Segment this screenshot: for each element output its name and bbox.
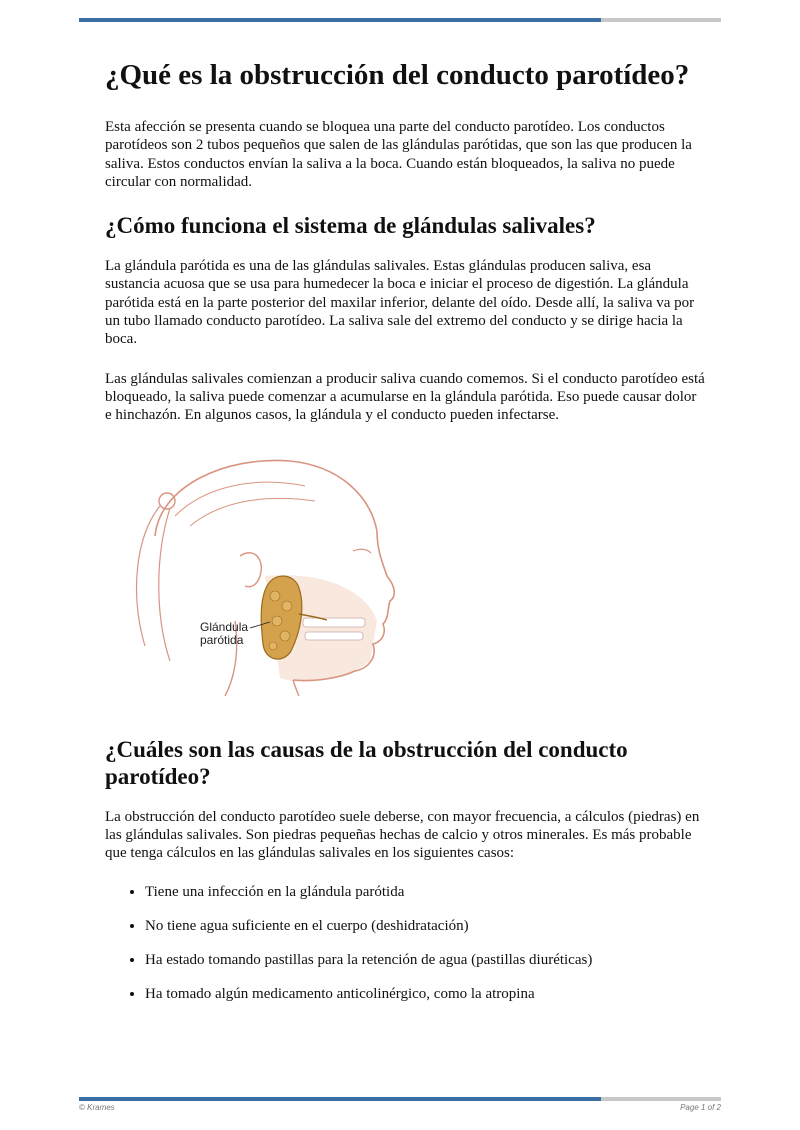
salivary-paragraph-1: La glándula parótida es una de las glándulas salivales. Estas glándulas producen saliva, esa sustancia acuosa que se usa para humedecer la boca e iniciar el proceso de digestión. La glándula parótida está en la parte posterior del maxilar inferior, delante del oído. Desde allí, la saliva va por un tubo llamado conducto parotídeo. La saliva sale del extremo del conducto y se dirige hacia la boca. (105, 258, 695, 348)
causes-paragraph: La obstrucción del conducto parotídeo suele deberse, con mayor frecuencia, a cálculos (piedras) en las glándulas salivales. Son piedras pequeñas hechas de calcio y otros minerales. Es más probable que tenga cálculos en las glándulas salivales en los siguientes casos: (105, 808, 700, 862)
section-heading-salivary-system: ¿Cómo funciona el sistema de glándulas salivales? (105, 213, 596, 239)
list-item: • Tiene una infección en la glándula parótida (145, 883, 705, 901)
header-bar (79, 18, 721, 22)
footer-copyright: © Krames (79, 1103, 115, 1112)
causes-list (105, 883, 705, 1003)
head-illustration (115, 446, 415, 696)
header-bar-gray (601, 18, 721, 22)
list-item: • Ha tomado algún medicamento anticolinérgico, como la atropina (145, 985, 705, 1003)
figure-label-line1: Glándula (200, 619, 249, 634)
intro-paragraph: Esta afección se presenta cuando se bloquea una parte del conducto parotídeo. Los conductos parotídeos son 2 tubos pequeños que salen de las glándulas parótidas, que son las que producen la saliva. Estos conductos envían la saliva a la boca. Cuando están bloqueados, la saliva no puede circular con normalidad. (105, 119, 692, 190)
footer-bar-blue (79, 1097, 601, 1101)
footer-page-number: Page 1 of 2 (680, 1103, 721, 1112)
footer-bar-gray (601, 1097, 721, 1101)
list-item: • Ha estado tomando pastillas para la retención de agua (pastillas diuréticas) (145, 951, 705, 969)
document-content (105, 58, 705, 1019)
list-item: • No tiene agua suficiente en el cuerpo (deshidratación) (145, 917, 705, 935)
header-bar-blue (79, 18, 601, 22)
figure-label-line2: parótida (200, 632, 244, 647)
section-heading-causes: ¿Cuáles son las causas de la obstrucción del conducto parotídeo? (105, 736, 628, 789)
footer-bar (79, 1097, 721, 1101)
page-title: ¿Qué es la obstrucción del conducto parotídeo? (105, 59, 690, 91)
salivary-paragraph-2: Las glándulas salivales comienzan a producir saliva cuando comemos. Si el conducto parotídeo está bloqueado, la saliva puede comenzar a acumularse en la glándula parótida. Eso puede causar dolor e hinchazón. En algunos casos, la glándula y el conducto pueden infectarse. (105, 370, 705, 424)
parotid-gland-illustration (115, 446, 415, 696)
figure-label (200, 621, 248, 647)
